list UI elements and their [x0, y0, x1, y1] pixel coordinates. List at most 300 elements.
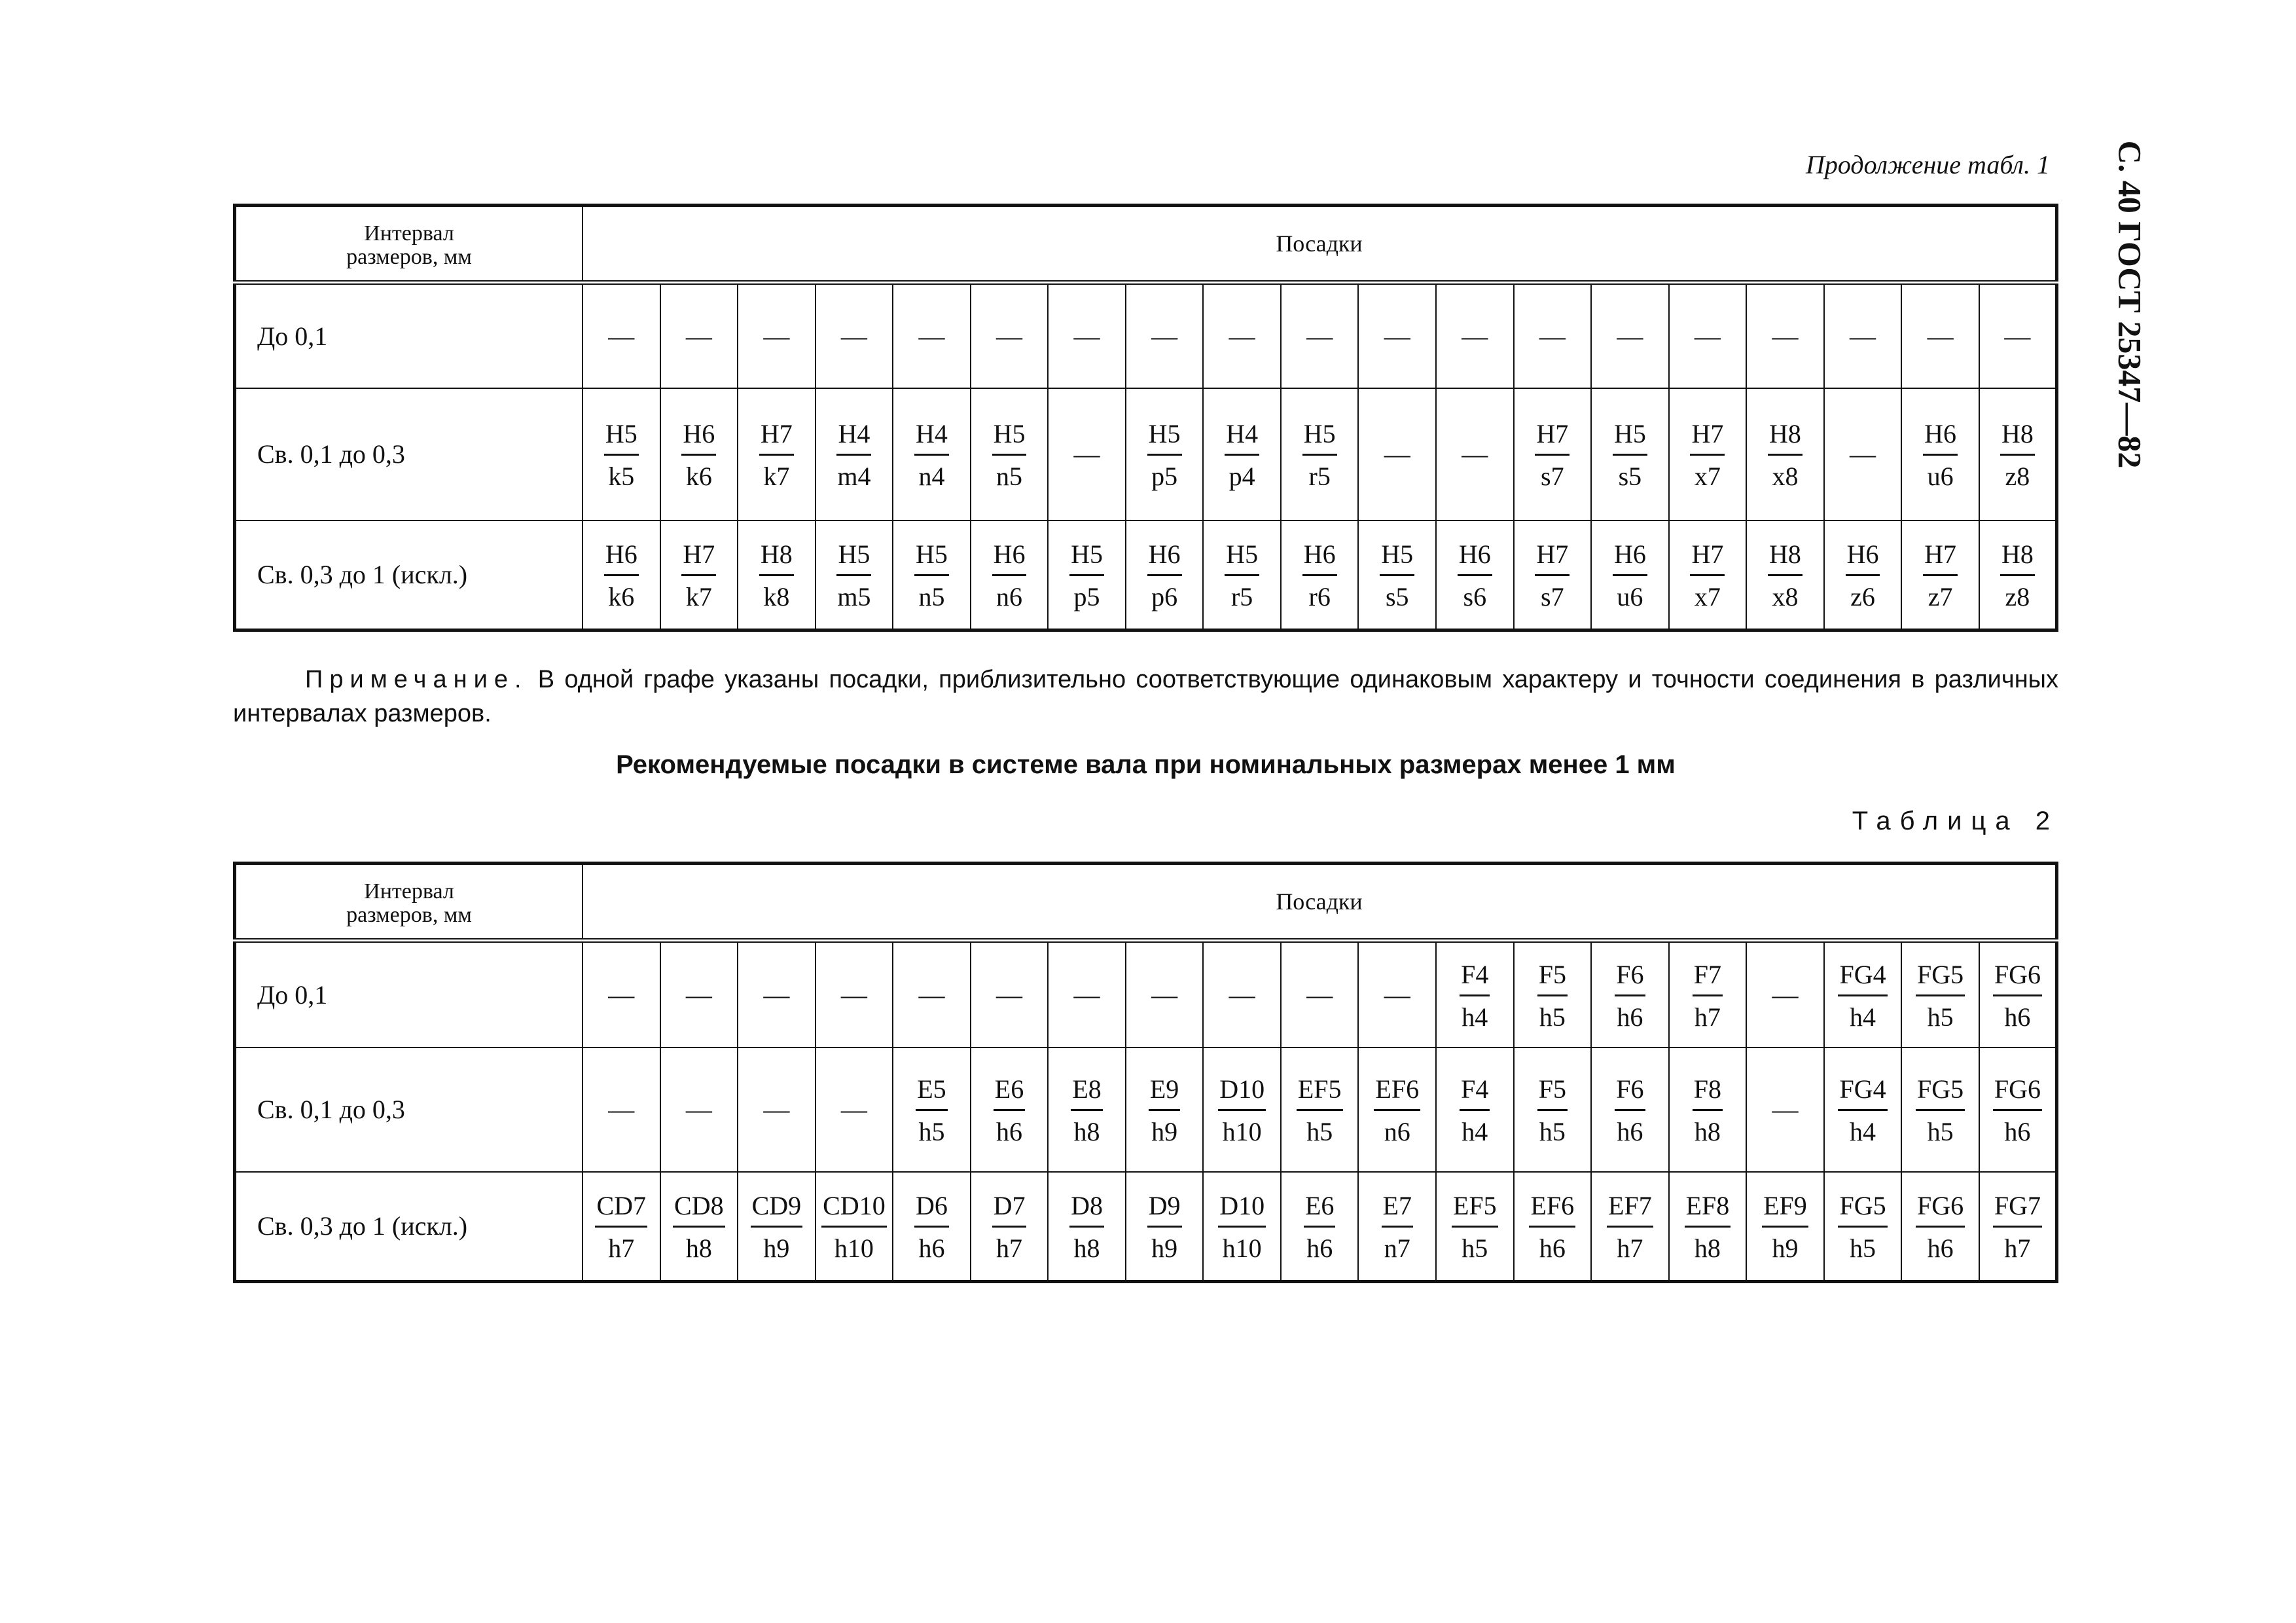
- fit-shaft-tolerance: s5: [1385, 582, 1409, 612]
- fit-fraction: [1838, 1076, 1887, 1145]
- table-2-title: Рекомендуемые посадки в системе вала при номинальных размерах менее 1 мм: [616, 750, 1676, 779]
- fit-hole-tolerance: H6: [1302, 541, 1337, 576]
- fit-fraction: [992, 421, 1027, 490]
- fit-fraction: [1147, 1193, 1182, 1262]
- fit-hole-tolerance: EF9: [1762, 1193, 1808, 1228]
- fit-shaft-tolerance: k7: [685, 582, 712, 612]
- fit-cell: [1436, 941, 1514, 1048]
- fit-hole-tolerance: H5: [914, 541, 949, 576]
- fit-cell: [1591, 1172, 1669, 1282]
- fit-shaft-tolerance: p6: [1151, 582, 1178, 612]
- fit-shaft-tolerance: z8: [2005, 582, 2030, 612]
- fit-cell: —: [1591, 283, 1669, 388]
- fit-cell: [1901, 1172, 1979, 1282]
- fit-cell: [660, 388, 738, 520]
- fit-hole-tolerance: H7: [1923, 541, 1958, 576]
- fit-fraction: [1923, 541, 1958, 610]
- fit-cell: [1514, 520, 1592, 630]
- fit-cell: [1436, 1048, 1514, 1172]
- fit-fraction: [1607, 1193, 1653, 1262]
- fit-hole-tolerance: FG7: [1993, 1193, 2042, 1228]
- fit-shaft-tolerance: h9: [1151, 1233, 1178, 1264]
- fit-cell: [1979, 388, 2057, 520]
- fit-cell: [1591, 941, 1669, 1048]
- fit-cell: [1358, 520, 1436, 630]
- fit-fraction: [1458, 541, 1492, 610]
- fit-cell: —: [1746, 283, 1824, 388]
- fit-fraction: [1452, 1193, 1498, 1262]
- fit-cell: —: [1979, 283, 2057, 388]
- fit-shaft-tolerance: x7: [1694, 462, 1721, 491]
- fit-shaft-tolerance: k8: [763, 582, 790, 612]
- fit-cell: —: [1358, 283, 1436, 388]
- fit-shaft-tolerance: h5: [1850, 1233, 1876, 1264]
- fit-shaft-tolerance: h5: [1927, 1117, 1954, 1146]
- fit-hole-tolerance: H7: [759, 421, 794, 456]
- fit-fraction: [673, 1193, 725, 1262]
- table-row: [235, 1172, 2057, 1282]
- fit-hole-tolerance: H6: [1923, 421, 1958, 456]
- fit-cell: —: [816, 1048, 893, 1172]
- fit-fraction: [751, 1193, 803, 1262]
- table-header-row: [235, 206, 2057, 283]
- fit-cell: [1824, 1172, 1902, 1282]
- fit-cell: [583, 388, 660, 520]
- table-2-label: Таблица 2: [1852, 807, 2059, 835]
- fit-fraction: [1613, 421, 1647, 490]
- fit-cell: —: [893, 283, 971, 388]
- fit-hole-tolerance: E7: [1382, 1193, 1413, 1228]
- fit-fraction: [1304, 1193, 1335, 1262]
- fit-fraction: [1993, 959, 2042, 1032]
- table-row: [235, 388, 2057, 520]
- fit-shaft-tolerance: h6: [1617, 1117, 1643, 1146]
- fit-hole-tolerance: H8: [2000, 541, 2035, 576]
- fit-cell: [1048, 1172, 1126, 1282]
- fit-cell: [1126, 520, 1204, 630]
- fit-shaft-tolerance: m4: [837, 462, 871, 491]
- fit-hole-tolerance: FG6: [1916, 1193, 1965, 1228]
- fit-cell: —: [971, 283, 1049, 388]
- fit-shaft-tolerance: h9: [1151, 1117, 1178, 1146]
- fit-cell: [660, 1172, 738, 1282]
- table-row: [235, 520, 2057, 630]
- fit-fraction: [1690, 541, 1725, 610]
- fit-cell: [660, 520, 738, 630]
- table-note: [233, 663, 2058, 731]
- fit-shaft-tolerance: h5: [1539, 1002, 1566, 1032]
- fit-cell: [583, 520, 660, 630]
- fit-hole-tolerance: H7: [1690, 541, 1725, 576]
- fit-fraction: [992, 541, 1027, 610]
- note-lead: Примечание.: [305, 666, 528, 693]
- fit-cell: [1126, 1048, 1204, 1172]
- fit-fraction: [1916, 1076, 1965, 1145]
- fit-cell: [971, 1048, 1049, 1172]
- fit-hole-tolerance: CD10: [821, 1193, 887, 1228]
- fit-hole-tolerance: H5: [1069, 541, 1104, 576]
- fit-fraction: [1685, 1193, 1731, 1262]
- fit-shaft-tolerance: h4: [1850, 1117, 1876, 1146]
- fit-fraction: [1302, 541, 1337, 610]
- fit-fraction: [1218, 1193, 1266, 1262]
- fit-shaft-tolerance: h10: [1222, 1233, 1262, 1264]
- fit-fraction: [1916, 959, 1965, 1032]
- fit-cell: —: [816, 283, 893, 388]
- fit-cell: [1824, 1048, 1902, 1172]
- fit-hole-tolerance: D9: [1147, 1193, 1182, 1228]
- fit-hole-tolerance: FG6: [1993, 1076, 2042, 1111]
- fit-cell: [1514, 1172, 1592, 1282]
- fit-cell: [893, 1048, 971, 1172]
- row-label: Св. 0,3 до 1 (искл.): [235, 1172, 583, 1282]
- fit-shaft-tolerance: z6: [1850, 582, 1875, 612]
- fit-shaft-tolerance: h5: [1306, 1117, 1333, 1146]
- row-label: Св. 0,3 до 1 (искл.): [235, 520, 583, 630]
- header-fits: Посадки: [583, 864, 2057, 941]
- fit-hole-tolerance: H7: [1690, 421, 1725, 456]
- fit-fraction: [1768, 541, 1803, 610]
- fit-cell: [1514, 1048, 1592, 1172]
- row-label: Св. 0,1 до 0,3: [235, 388, 583, 520]
- fit-hole-tolerance: H5: [992, 421, 1027, 456]
- fit-shaft-tolerance: n6: [996, 582, 1022, 612]
- fit-shaft-tolerance: h8: [1694, 1117, 1721, 1146]
- fit-shaft-tolerance: h4: [1850, 1002, 1876, 1032]
- fit-cell: —: [660, 283, 738, 388]
- fit-cell: [1824, 520, 1902, 630]
- fit-hole-tolerance: H4: [914, 421, 949, 456]
- fit-hole-tolerance: FG5: [1838, 1193, 1887, 1228]
- fit-cell: —: [971, 941, 1049, 1048]
- fit-cell: [1746, 1172, 1824, 1282]
- fit-cell: —: [1746, 941, 1824, 1048]
- row-label: До 0,1: [235, 941, 583, 1048]
- fit-hole-tolerance: F5: [1537, 1076, 1568, 1111]
- fit-cell: —: [893, 941, 971, 1048]
- fit-fraction: [1069, 541, 1104, 610]
- fit-shaft-tolerance: h5: [1927, 1002, 1954, 1032]
- fit-shaft-tolerance: n7: [1384, 1233, 1410, 1264]
- fit-fraction: [759, 421, 794, 490]
- fit-cell: —: [583, 941, 660, 1048]
- fit-hole-tolerance: H5: [1302, 421, 1337, 456]
- header-interval-line2: размеров, мм: [346, 245, 472, 269]
- fit-cell: [1901, 520, 1979, 630]
- fit-cell: —: [738, 283, 816, 388]
- fit-hole-tolerance: D10: [1218, 1076, 1266, 1111]
- fit-cell: —: [1358, 388, 1436, 520]
- fit-cell: [1746, 520, 1824, 630]
- fit-cell: [1669, 941, 1747, 1048]
- fit-shaft-tolerance: h6: [918, 1233, 945, 1264]
- fit-fraction: [836, 541, 872, 610]
- note-text: В одной графе указаны посадки, приблизительно соответствующие одинаковым характеру и точности соединения в различных интервалах размеров.: [233, 666, 2058, 727]
- fit-cell: [1203, 1048, 1281, 1172]
- fit-hole-tolerance: H4: [1225, 421, 1259, 456]
- fit-shaft-tolerance: u6: [1617, 582, 1643, 612]
- fit-hole-tolerance: E8: [1071, 1076, 1102, 1111]
- fit-hole-tolerance: EF8: [1685, 1193, 1731, 1228]
- fit-fraction: [1147, 541, 1182, 610]
- fit-cell: —: [1436, 283, 1514, 388]
- fit-cell: [1436, 1172, 1514, 1282]
- fit-shaft-tolerance: h5: [1462, 1233, 1488, 1264]
- fit-hole-tolerance: F4: [1460, 962, 1490, 996]
- fit-cell: [738, 1172, 816, 1282]
- fit-cell: [1126, 388, 1204, 520]
- fit-hole-tolerance: CD7: [595, 1193, 647, 1228]
- fit-hole-tolerance: E6: [1304, 1193, 1335, 1228]
- fit-hole-tolerance: E9: [1149, 1076, 1180, 1111]
- fit-fraction: [1838, 959, 1887, 1032]
- fit-cell: [1669, 388, 1747, 520]
- fit-fraction: [821, 1193, 887, 1262]
- fit-cell: —: [1203, 283, 1281, 388]
- fit-shaft-tolerance: z7: [1928, 582, 1953, 612]
- fit-fraction: [1993, 1076, 2042, 1145]
- fit-shaft-tolerance: n5: [996, 462, 1022, 491]
- fit-fraction: [1838, 1193, 1887, 1262]
- fit-hole-tolerance: FG4: [1838, 1076, 1887, 1111]
- fit-hole-tolerance: H8: [1768, 541, 1803, 576]
- fit-cell: —: [1126, 941, 1204, 1048]
- fit-hole-tolerance: H8: [759, 541, 794, 576]
- fit-fraction: [1529, 1193, 1575, 1262]
- fit-hole-tolerance: E5: [916, 1076, 947, 1111]
- fit-cell: [893, 520, 971, 630]
- fit-cell: —: [738, 941, 816, 1048]
- table-row: [235, 1048, 2057, 1172]
- fit-cell: —: [1048, 283, 1126, 388]
- fit-hole-tolerance: H5: [1380, 541, 1414, 576]
- fit-cell: —: [1669, 283, 1747, 388]
- fit-cell: —: [660, 941, 738, 1048]
- fit-hole-tolerance: H8: [2000, 421, 2035, 456]
- fit-fraction: [1916, 1193, 1965, 1262]
- fit-fraction: [604, 541, 639, 610]
- fit-fraction: [1149, 1076, 1180, 1145]
- fit-cell: [1358, 1048, 1436, 1172]
- fit-shaft-tolerance: m5: [837, 582, 871, 612]
- fit-hole-tolerance: CD8: [673, 1193, 725, 1228]
- fit-cell: [1203, 520, 1281, 630]
- fit-cell: [1746, 388, 1824, 520]
- fit-shaft-tolerance: h10: [834, 1233, 874, 1264]
- fit-cell: [1514, 941, 1592, 1048]
- fit-hole-tolerance: H5: [1225, 541, 1259, 576]
- fit-shaft-tolerance: h7: [2004, 1233, 2031, 1264]
- continuation-label: Продолжение табл. 1: [1805, 150, 2050, 179]
- fit-shaft-tolerance: h9: [763, 1233, 790, 1264]
- fit-cell: —: [1281, 283, 1359, 388]
- table-row: [235, 283, 2057, 388]
- fit-cell: [816, 520, 893, 630]
- row-label: Св. 0,1 до 0,3: [235, 1048, 583, 1172]
- fit-hole-tolerance: H8: [1768, 421, 1803, 456]
- fit-shaft-tolerance: n5: [918, 582, 945, 612]
- fit-fraction: [914, 541, 949, 610]
- fit-fraction: [1693, 1076, 1723, 1145]
- header-interval-line1: Интервал: [364, 879, 454, 904]
- fit-hole-tolerance: H6: [1458, 541, 1492, 576]
- fit-fraction: [1225, 541, 1259, 610]
- fit-cell: [1669, 1172, 1747, 1282]
- fit-hole-tolerance: FG6: [1993, 962, 2042, 996]
- fit-cell: [1669, 520, 1747, 630]
- fit-fraction: [1537, 1076, 1568, 1145]
- fit-fraction: [994, 1076, 1025, 1145]
- fit-hole-tolerance: F5: [1537, 962, 1568, 996]
- fit-shaft-tolerance: s7: [1541, 462, 1564, 491]
- fit-fraction: [1460, 1076, 1490, 1145]
- fit-hole-tolerance: H6: [992, 541, 1027, 576]
- fit-shaft-tolerance: h7: [608, 1233, 635, 1264]
- fit-fraction: [1762, 1193, 1808, 1262]
- fit-shaft-tolerance: r5: [1308, 462, 1331, 491]
- fit-hole-tolerance: CD9: [751, 1193, 803, 1228]
- header-fits: Посадки: [583, 206, 2057, 283]
- fit-shaft-tolerance: h6: [2004, 1117, 2031, 1146]
- fit-fraction: [1374, 1076, 1420, 1145]
- fit-hole-tolerance: D7: [992, 1193, 1027, 1228]
- fit-fraction: [1069, 1193, 1104, 1262]
- fit-fraction: [992, 1193, 1027, 1262]
- fit-cell: [1203, 1172, 1281, 1282]
- fit-shaft-tolerance: h6: [996, 1117, 1022, 1146]
- fit-shaft-tolerance: h7: [1694, 1002, 1721, 1032]
- fit-hole-tolerance: F4: [1460, 1076, 1490, 1111]
- fit-cell: —: [738, 1048, 816, 1172]
- fit-cell: [1281, 520, 1359, 630]
- fit-hole-tolerance: H7: [1535, 421, 1570, 456]
- fit-shaft-tolerance: x8: [1772, 462, 1799, 491]
- fit-shaft-tolerance: h9: [1772, 1233, 1799, 1264]
- row-label: До 0,1: [235, 283, 583, 388]
- fit-cell: [1979, 1048, 2057, 1172]
- fit-cell: —: [1048, 941, 1126, 1048]
- fit-fraction: [914, 1193, 949, 1262]
- fit-cell: —: [1824, 283, 1902, 388]
- fit-cell: [893, 388, 971, 520]
- fit-hole-tolerance: EF6: [1374, 1076, 1420, 1111]
- fit-shaft-tolerance: x7: [1694, 582, 1721, 612]
- fit-cell: [971, 1172, 1049, 1282]
- fit-hole-tolerance: F8: [1693, 1076, 1723, 1111]
- fit-shaft-tolerance: h8: [1073, 1117, 1100, 1146]
- header-interval: [235, 206, 583, 283]
- fit-cell: [1901, 941, 1979, 1048]
- fit-cell: [1901, 1048, 1979, 1172]
- fit-shaft-tolerance: h6: [1539, 1233, 1566, 1264]
- fit-cell: —: [1281, 941, 1359, 1048]
- fit-shaft-tolerance: z8: [2005, 462, 2030, 491]
- fit-shaft-tolerance: p5: [1073, 582, 1100, 612]
- fit-hole-tolerance: H7: [681, 541, 716, 576]
- fit-shaft-tolerance: h7: [996, 1233, 1022, 1264]
- fit-cell: [1979, 520, 2057, 630]
- header-interval: [235, 864, 583, 941]
- fit-fraction: [1225, 421, 1259, 490]
- fit-fraction: [681, 421, 716, 490]
- fit-hole-tolerance: H6: [1846, 541, 1880, 576]
- fit-fraction: [1297, 1076, 1343, 1145]
- fit-fraction: [2000, 421, 2035, 490]
- fit-cell: [1281, 388, 1359, 520]
- fit-shaft-tolerance: r6: [1308, 582, 1331, 612]
- fit-shaft-tolerance: p4: [1229, 462, 1255, 491]
- fit-hole-tolerance: D8: [1069, 1193, 1104, 1228]
- fit-shaft-tolerance: h5: [918, 1117, 945, 1146]
- fit-fraction: [604, 421, 639, 490]
- fit-hole-tolerance: FG4: [1838, 962, 1887, 996]
- fit-cell: [1048, 1048, 1126, 1172]
- fit-shaft-tolerance: h6: [2004, 1002, 2031, 1032]
- fit-cell: [1203, 388, 1281, 520]
- fit-cell: [816, 388, 893, 520]
- fit-hole-tolerance: H5: [1147, 421, 1182, 456]
- fit-cell: [893, 1172, 971, 1282]
- fit-fraction: [1615, 1076, 1645, 1145]
- fit-cell: [1126, 1172, 1204, 1282]
- fit-hole-tolerance: H6: [1147, 541, 1182, 576]
- fit-cell: [1824, 941, 1902, 1048]
- fit-cell: —: [1203, 941, 1281, 1048]
- table-header-row: [235, 864, 2057, 941]
- fit-cell: [738, 388, 816, 520]
- fit-shaft-tolerance: k6: [685, 462, 712, 491]
- fit-cell: [971, 388, 1049, 520]
- fit-cell: —: [816, 941, 893, 1048]
- fit-fraction: [1690, 421, 1725, 490]
- fit-cell: [1901, 388, 1979, 520]
- fit-shaft-tolerance: r5: [1230, 582, 1253, 612]
- fit-cell: [1591, 1048, 1669, 1172]
- fit-fraction: [1613, 541, 1647, 610]
- fit-shaft-tolerance: x8: [1772, 582, 1799, 612]
- fit-cell: —: [1514, 283, 1592, 388]
- side-header-text: С. 40 ГОСТ 25347—82: [2111, 140, 2149, 469]
- fit-shaft-tolerance: h7: [1617, 1233, 1643, 1264]
- fit-cell: [971, 520, 1049, 630]
- fit-cell: [1669, 1048, 1747, 1172]
- fit-hole-tolerance: F6: [1615, 962, 1645, 996]
- fit-fraction: [1380, 541, 1414, 610]
- fit-cell: [816, 1172, 893, 1282]
- fit-shaft-tolerance: k6: [608, 582, 635, 612]
- fit-shaft-tolerance: h4: [1462, 1117, 1488, 1146]
- fit-hole-tolerance: H5: [836, 541, 871, 576]
- fit-shaft-tolerance: h6: [1617, 1002, 1643, 1032]
- fit-cell: [1591, 388, 1669, 520]
- fit-shaft-tolerance: h10: [1222, 1117, 1262, 1146]
- fit-shaft-tolerance: h6: [1306, 1233, 1333, 1264]
- fit-shaft-tolerance: h5: [1539, 1117, 1566, 1146]
- fit-fraction: [1460, 959, 1490, 1032]
- fit-cell: [1979, 1172, 2057, 1282]
- fit-hole-tolerance: E6: [994, 1076, 1025, 1111]
- fit-hole-tolerance: D10: [1218, 1193, 1266, 1228]
- table-1: [233, 204, 2058, 632]
- header-interval-line2: размеров, мм: [346, 903, 472, 927]
- fit-fraction: [681, 541, 716, 610]
- fit-fraction: [1615, 959, 1645, 1032]
- fit-shaft-tolerance: h8: [685, 1233, 712, 1264]
- fit-fraction: [1537, 959, 1568, 1032]
- fit-cell: [1591, 520, 1669, 630]
- fit-fraction: [1923, 421, 1958, 490]
- fit-shaft-tolerance: h8: [1694, 1233, 1721, 1264]
